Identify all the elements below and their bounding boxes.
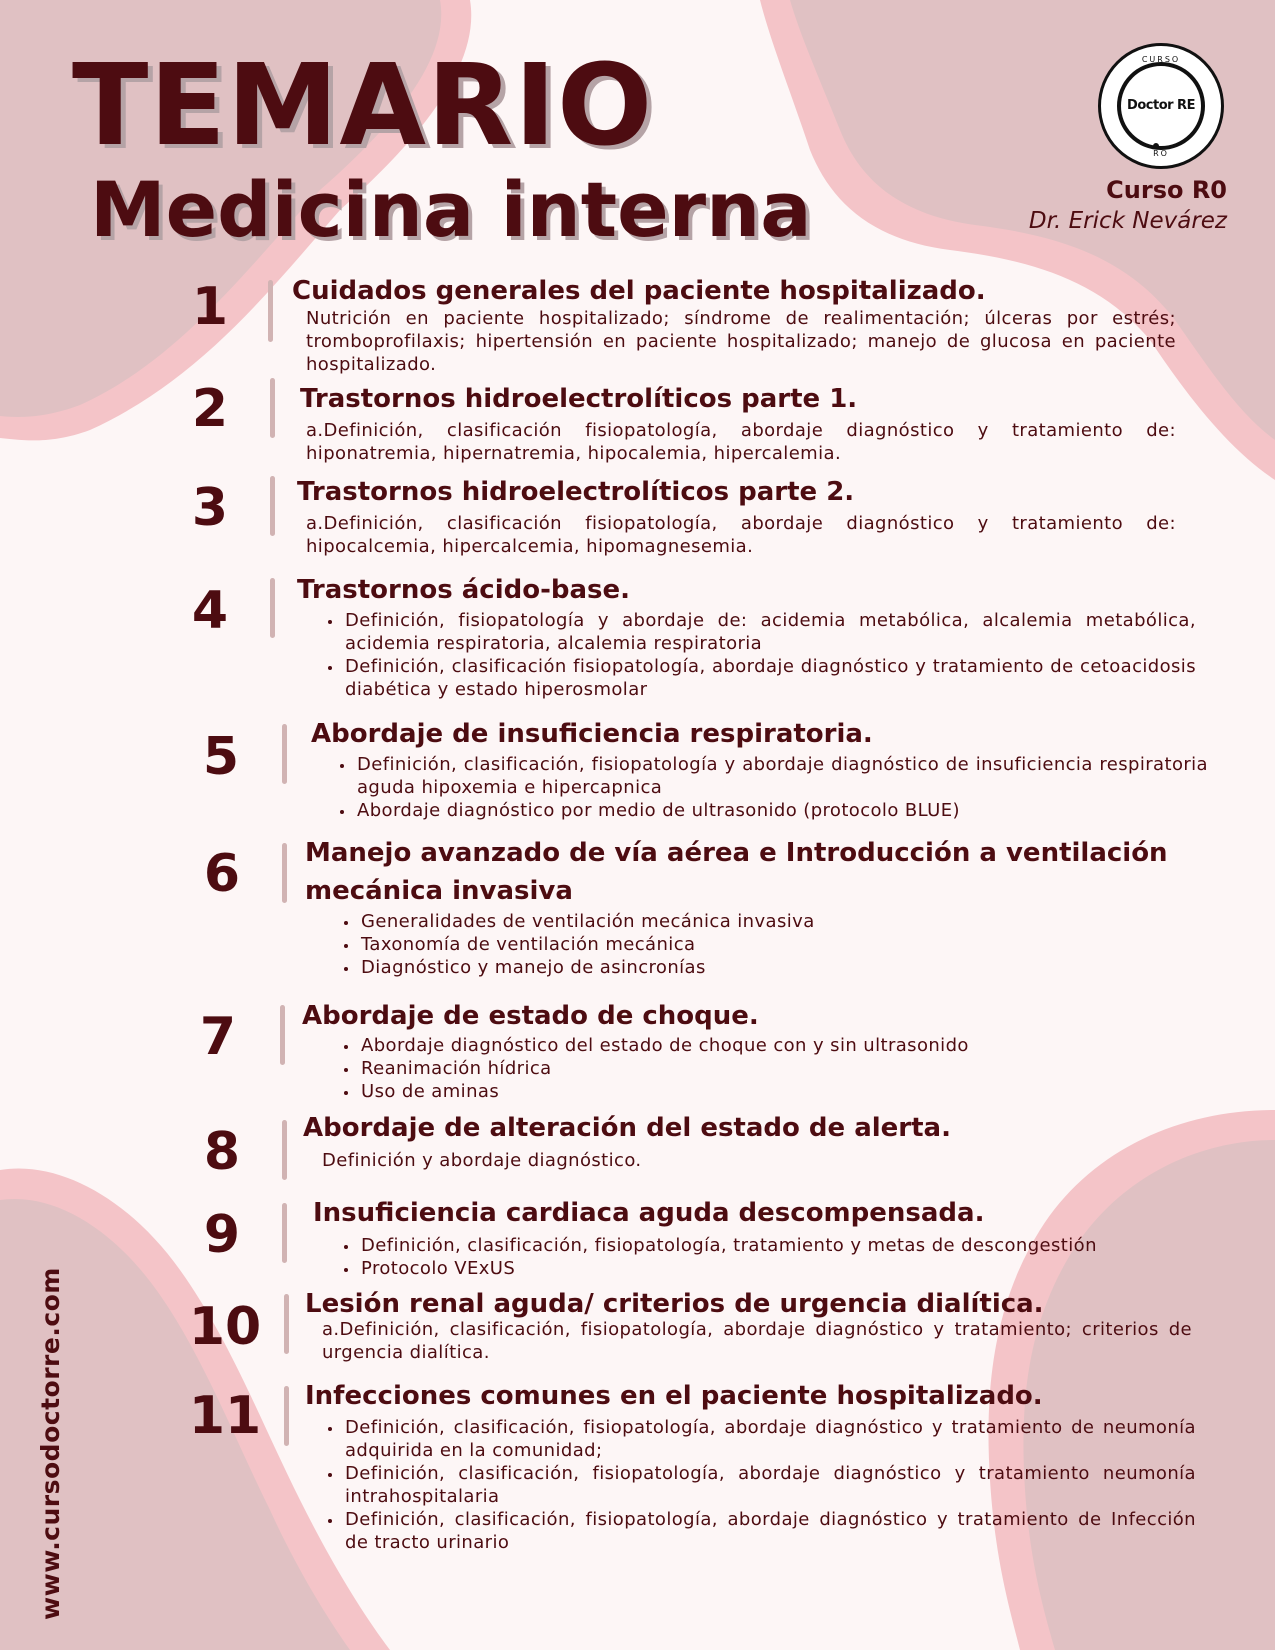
list-item: • Protocolo VExUS: [359, 1257, 1199, 1280]
author-name: Dr. Erick Nevárez: [1028, 208, 1227, 234]
list-item: • Generalidades de ventilación mecánica invasiva: [359, 910, 1179, 933]
section-number: 2: [191, 379, 229, 439]
list-item: • Diagnóstico y manejo de asincronías: [359, 956, 1179, 979]
section-number: 9: [203, 1205, 241, 1265]
section-number: 5: [202, 727, 240, 787]
section-title: Cuidados generales del paciente hospitalizado.: [292, 276, 986, 306]
section-title: Trastornos hidroelectrolíticos parte 1.: [300, 384, 858, 414]
list-item: • Definición, clasificación, fisiopatología, abordaje diagnóstico y tratamiento de Infección de tracto urinario: [343, 1508, 1196, 1554]
section-number: 4: [191, 581, 229, 641]
section-number: 1: [191, 277, 229, 337]
website-link[interactable]: www.cursodoctorre.com: [36, 1267, 65, 1620]
section-divider: [282, 1120, 287, 1180]
section-items: [335, 753, 1208, 822]
section-number: 3: [191, 478, 229, 538]
section-number: 10: [188, 1297, 262, 1357]
list-item: • Definición, clasificación fisiopatología, abordaje diagnóstico y tratamiento de cetoacidosis diabética y estado hiperosmolar: [343, 655, 1196, 701]
section-divider: [280, 1005, 285, 1065]
logo-top-text: CURSO: [1141, 55, 1181, 64]
section-divider: [270, 578, 275, 638]
section-items: [323, 609, 1196, 701]
section-divider: [282, 1203, 287, 1263]
section-divider: [284, 1386, 289, 1446]
list-item: • Definición, clasificación, fisiopatología, abordaje diagnóstico y tratamiento de neumonía adquirida en la comunidad;: [343, 1416, 1196, 1462]
section-items: [323, 1416, 1196, 1554]
list-item: • Definición, clasificación, fisiopatología, abordaje diagnóstico y tratamiento neumonía intrahospitalaria: [343, 1462, 1196, 1508]
section-divider: [268, 280, 273, 342]
section-description: Definición y abordaje diagnóstico.: [322, 1150, 642, 1171]
section-description: Nutrición en paciente hospitalizado; síndrome de realimentación; úlceras por estrés; tromboprofilaxis; hipertensión en paciente hospitalizado; manejo de glucosa en paciente hospitalizado.: [306, 308, 1176, 375]
doctor-re-logo: [1098, 43, 1224, 169]
section-title: Trastornos ácido-base.: [297, 575, 631, 605]
list-item: • Taxonomía de ventilación mecánica: [359, 933, 1179, 956]
list-item: • Definición, fisiopatología y abordaje de: acidemia metabólica, alcalemia metabólica, acidemia respiratoria, alcalemia respiratoria: [343, 609, 1196, 655]
course-name: Curso R0: [1106, 176, 1227, 204]
section-title: Manejo avanzado de vía aérea e Introducción a ventilación mecánica invasiva: [305, 838, 1168, 906]
section-description: a.Definición, clasificación, fisiopatología, abordaje diagnóstico y tratamiento; criterios de urgencia dialítica.: [322, 1319, 1192, 1363]
section-divider: [282, 724, 287, 784]
list-item: • Abordaje diagnóstico del estado de choque con y sin ultrasonido: [359, 1034, 1179, 1057]
section-title: Lesión renal aguda/ criterios de urgencia dialítica.: [305, 1289, 1044, 1319]
list-item: • Definición, clasificación, fisiopatología y abordaje diagnóstico de insuficiencia respiratoria aguda hipoxemia e hipercapnica: [355, 753, 1208, 799]
section-title: Abordaje de estado de choque.: [302, 1001, 759, 1031]
section-description: a.Definición, clasificación fisiopatología, abordaje diagnóstico y tratamiento de: hipocalcemia, hipercalcemia, hipomagnesemia.: [306, 513, 1176, 557]
list-item: • Uso de aminas: [359, 1080, 1179, 1103]
page-title: TEMARIO: [72, 41, 654, 171]
section-divider: [270, 378, 275, 438]
section-items: [339, 1034, 1179, 1103]
section-title: Abordaje de alteración del estado de alerta.: [303, 1113, 951, 1143]
logo-bottom-text: RO: [1153, 149, 1169, 158]
section-number: 8: [203, 1122, 241, 1182]
list-item: • Definición, clasificación, fisiopatología, tratamiento y metas de descongestión: [359, 1234, 1199, 1257]
page-subtitle: Medicina interna: [90, 165, 812, 254]
section-divider: [282, 843, 287, 903]
section-title: Trastornos hidroelectrolíticos parte 2.: [297, 477, 855, 507]
section-number: 11: [188, 1386, 262, 1446]
section-title: Infecciones comunes en el paciente hospitalizado.: [305, 1381, 1043, 1411]
section-number: 6: [203, 844, 241, 904]
section-divider: [284, 1294, 289, 1354]
list-item: • Reanimación hídrica: [359, 1057, 1179, 1080]
section-number: 7: [199, 1007, 237, 1067]
section-divider: [270, 476, 275, 536]
logo-brand-text: Doctor RE: [1127, 98, 1195, 113]
section-items: [339, 910, 1179, 979]
section-description: a.Definición, clasificación fisiopatología, abordaje diagnóstico y tratamiento de: hiponatremia, hipernatremia, hipocalemia, hipercalemia.: [306, 420, 1176, 464]
section-items: [339, 1234, 1199, 1280]
section-title: Insuficiencia cardiaca aguda descompensada.: [313, 1198, 985, 1228]
section-title: Abordaje de insuficiencia respiratoria.: [311, 719, 873, 749]
list-item: • Abordaje diagnóstico por medio de ultrasonido (protocolo BLUE): [355, 799, 1208, 822]
